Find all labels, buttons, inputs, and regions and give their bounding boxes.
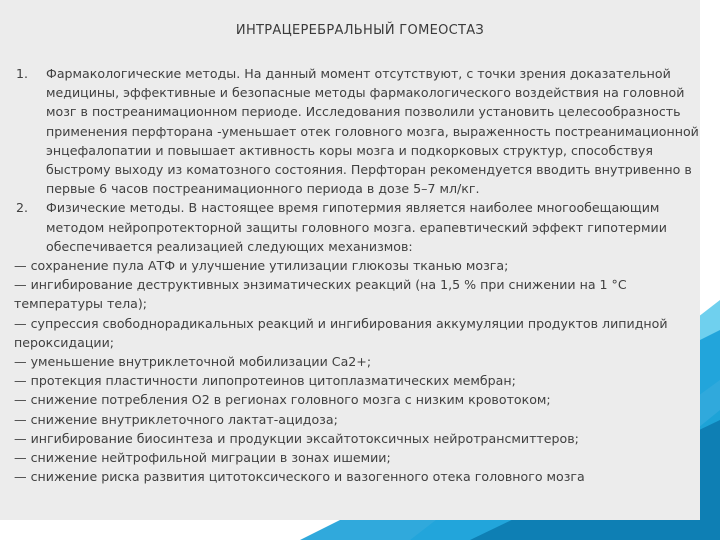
- mechanism-item: — снижение внутриклеточного лактат-ацидоза;: [14, 411, 338, 427]
- mechanism-item: — снижение риска развития цитотоксического и вазогенного отека головного мозга: [14, 469, 585, 485]
- list-item-text: Фармакологические методы. На данный момент отсутствуют, с точки зрения доказательной медицины, эффективные и безопасные методы фармакологического воздействия на головной мозг в постреанимационном периоде. Исследования позволили установить целесообразность применения перфторана -уменьшает отек головного мозга, выраженность постреанимационной энцефалопатии и повышает активность коры мозга и подкорковых структур, способствуя быстрому выходу из коматозного состояния. Перфторан рекомендуется вводить внутривенно в первые 6 часов постреанимационного периода в дозе 5–7 мл/кг.: [46, 66, 699, 197]
- mechanism-item: — сохранение пула АТФ и улучшение утилизации глюкозы тканью мозга;: [14, 258, 509, 274]
- list-item-text: Физические методы. В настоящее время гипотермия является наиболее многообещающим методом нейропротекторной защиты головного мозга. ерапевтический эффект гипотермии обеспечивается реализацией следующих механизмов:: [46, 200, 667, 254]
- mechanism-item: — ингибирование деструктивных энзиматических реакций (на 1,5 % при снижении на 1 °С температуры тела);: [14, 277, 627, 312]
- slide-title: ИНТРАЦЕРЕБРАЛЬНЫЙ ГОМЕОСТАЗ: [235, 23, 485, 38]
- list-item: [14, 198, 704, 256]
- numbered-list: [14, 64, 704, 256]
- list-item: [14, 64, 704, 198]
- mechanism-item: — снижение потребления О2 в регионах головного мозга с низким кровотоком;: [14, 392, 551, 408]
- list-item-number: 1.: [16, 66, 29, 81]
- mechanism-item: — уменьшение внутриклеточной мобилизации Са2+;: [14, 354, 372, 370]
- mechanism-item: — снижение нейтрофильной миграции в зонах ишемии;: [14, 450, 391, 466]
- mechanism-item: — супрессия свободнорадикальных реакций и ингибирования аккумуляции продуктов липидной пероксидации;: [14, 315, 668, 350]
- slide-content: [14, 64, 704, 486]
- list-item-number: 2.: [16, 200, 29, 216]
- mechanism-item: — ингибирование биосинтеза и продукции эксайтотоксичных нейротрансмиттеров;: [14, 430, 579, 446]
- mechanism-item: — протекция пластичности липопротеинов цитоплазматических мембран;: [14, 373, 516, 389]
